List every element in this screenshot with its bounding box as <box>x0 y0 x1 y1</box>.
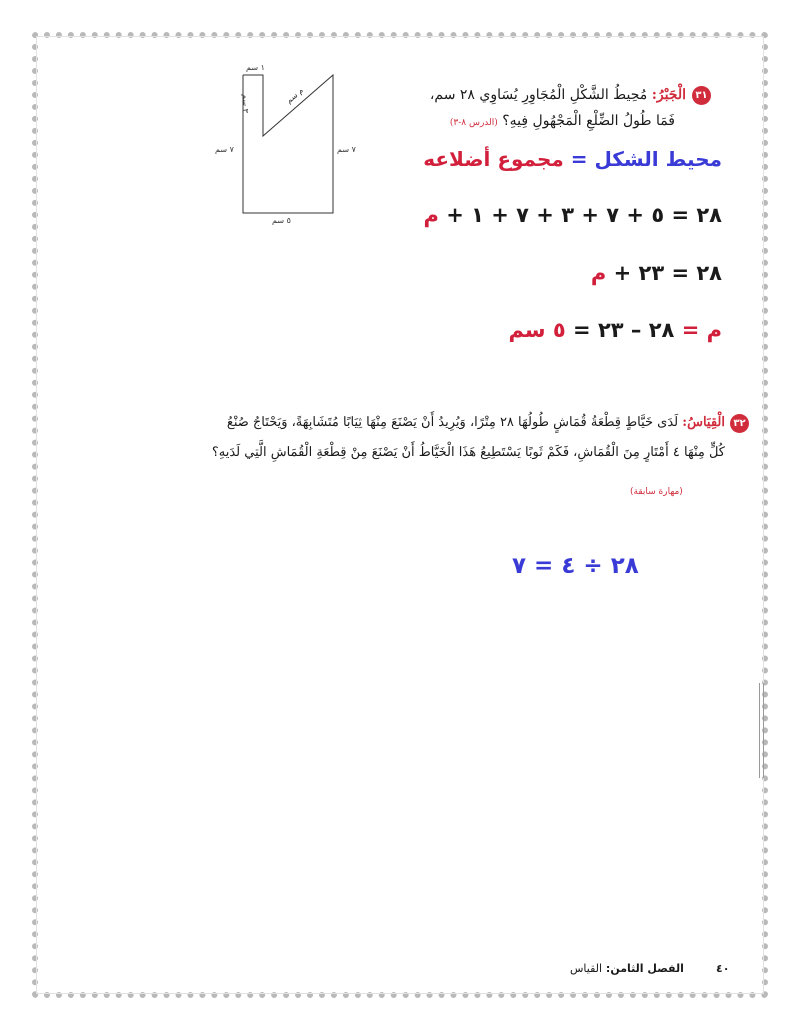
question-32-reference: (مهارة سابقة) <box>630 487 683 497</box>
label-right-side: ٧ سم <box>337 145 356 154</box>
label-bottom: ٥ سم <box>272 216 291 225</box>
equation-line3-black: ٢٨ = ٢٣ + <box>613 261 722 285</box>
footer-page-number: ٤٠ <box>716 962 730 975</box>
question-32-text-2: كُلٍّ مِنْهَا ٤ أَمْتَارٍ مِنَ الْقُمَاشِ، فَكَمْ ثَوبًا يَسْتَطِيعُ هَذَا الْخَيَّاطُ أَنْ يَصْنَعَ مِنْ قِطْعَةِ الْقُمَاشِ الَّتِي لَدَيهِ؟ <box>211 445 725 460</box>
equation-line4-answer: ٥ سم <box>508 318 566 342</box>
question-32-line2 <box>212 440 725 466</box>
solution-31-line2 <box>423 203 722 227</box>
footer-chapter-title: القياس <box>570 962 603 975</box>
question-31-line2 <box>450 108 675 136</box>
question-32-text-1: لَدَى خَيَّاطٍ قِطْعَةُ قُمَاشٍ طُولُهَا ٢٨ مِتْرًا، وَيُرِيدُ أَنْ يَصْنَعَ مِنْهَا ثِيَابًا مُتَشَابِهَةً، وَيَحْتَاجُ صُنْعُ <box>226 415 679 430</box>
question-31-reference: (الدرس ٨-٣) <box>449 118 498 128</box>
equation-line2-black: ٢٨ = ٥ + ٧ + ٣ + ٧ + ١ + <box>446 203 722 227</box>
shape-figure <box>200 58 360 238</box>
question-32-line1 <box>227 410 725 436</box>
label-left-side: ٧ سم <box>215 145 234 154</box>
question-32-number: ٣٢ <box>730 414 749 433</box>
footer-chapter <box>570 962 684 975</box>
solution-31-line4 <box>508 318 722 342</box>
equation-line4-var: م = <box>681 318 722 342</box>
label-top: ١ سم <box>246 63 265 72</box>
solution-31-line3 <box>591 261 722 285</box>
equals-sign: = <box>570 147 588 171</box>
side-marker <box>759 683 764 778</box>
solution-31-line1 <box>423 147 722 171</box>
label-diagonal: م سم <box>284 85 306 106</box>
perimeter-term: محيط الشكل <box>594 147 722 171</box>
question-31-line1 <box>430 82 686 108</box>
question-32-label: الْقِيَاسُ: <box>682 415 725 430</box>
sum-of-sides-term: مجموع أضلاعه <box>423 147 564 171</box>
question-31-text-2: فَمَا طُولُ الضِّلْعِ الْمَجْهُولِ فِيهِ؟ <box>502 113 675 129</box>
question-31-number: ٣١ <box>692 86 711 105</box>
solution-32-equation: ٢٨ ÷ ٤ = ٧ <box>512 553 639 579</box>
equation-line4-black: ٢٨ – ٢٣ = <box>573 318 675 342</box>
question-31-label: الْجَبْرُ: <box>651 87 686 103</box>
page-inner-border <box>36 36 764 994</box>
question-31-text-1: مُحِيطُ الشَّكْلِ الْمُجَاوِرِ يُسَاوِي ٢٨ سم، <box>429 87 648 103</box>
footer-chapter-label: الفصل الثامن: <box>605 962 684 975</box>
equation-line3-var: م <box>590 261 607 285</box>
equation-line2-var: م <box>423 203 439 227</box>
label-notch: ٣ سم <box>241 94 250 113</box>
